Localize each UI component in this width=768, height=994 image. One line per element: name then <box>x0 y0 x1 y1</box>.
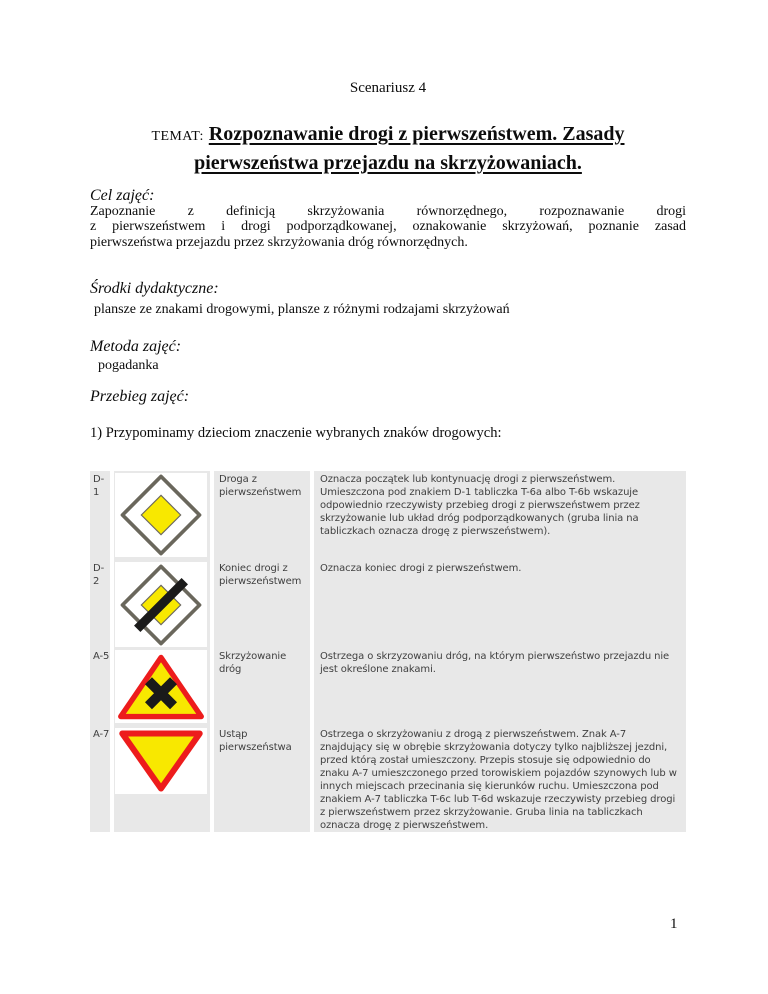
metoda-body-text: pogadanka <box>98 358 159 374</box>
sign-description: Ostrzega o skrzyżowaniu z drogą z pierwszeństwem. Znak A-7 znajdujący się w obrębie skrzyżowania dotyczy tylko najbliższej jezdni, przed którą został umieszczony. Przepis stosuje się odpowiednio do znaku A-7 umieszczonego przed torowiskiem pojazdów szynowych lub w innych miejscach przecinania się kierunków ruchu. Umieszczona pod znakiem A-7 tabliczka T-6c lub T-6d wskazuje rzeczywisty przebieg drogi z pierwszeństwem przez skrzyżowanie. Gruba linia na tabliczkach oznacza drogę z pierwszeństwem. <box>314 726 686 832</box>
sign-name: Droga z pierwszeństwem <box>214 471 310 560</box>
topic-heading <box>90 121 686 176</box>
section-label-metoda: Metoda zajęć: <box>90 338 182 356</box>
page-content <box>90 0 686 832</box>
sign-name: Ustąp pierwszeństwa <box>214 726 310 832</box>
srodki-body-text: plansze ze znakami drogowymi, plansze z różnymi rodzajami skrzyżowań <box>94 302 510 318</box>
page-title: Scenariusz 4 <box>349 80 427 96</box>
road-with-priority-sign-icon <box>115 473 207 557</box>
sign-image-cell <box>114 648 210 726</box>
sign-code: A-7 <box>90 726 110 832</box>
sign-image-cell <box>114 471 210 560</box>
sign-description: Ostrzega o skrzyzowaniu dróg, na którym pierwszeństwo przejazdu nie jest określone znakami. <box>314 648 686 726</box>
section-label-przebieg: Przebieg zajęć: <box>90 388 190 406</box>
paragraph-line: z pierwszeństwem i drogi podporządkowanej, oznakowanie skrzyżowań, poznanie zasad <box>90 219 686 235</box>
sign-description: Oznacza początek lub kontynuację drogi z pierwszeństwem. Umieszczona pod znakiem D-1 tabliczka T-6a albo T-6b wskazuje odpowiednio rzeczywisty przebieg drogi z pierwszeństwem przez skrzyżowanie lub układ dróg podporządkowanych (gruba linia na tabliczkach oznacza drogę z pierwszeństwem). <box>314 471 686 560</box>
sign-code: D-2 <box>90 560 110 648</box>
list-item-1-intro: 1) Przypominamy dzieciom znaczenie wybranych znaków drogowych: <box>90 425 502 442</box>
paragraph-line: Zapoznanie z definicją skrzyżowania równorzędnego, rozpoznawanie drogi <box>90 204 686 219</box>
page-number: 1 <box>670 916 678 932</box>
cel-zajec-paragraph <box>90 204 686 250</box>
end-of-priority-road-sign-icon <box>115 562 207 647</box>
topic-label: TEMAT: <box>151 129 204 144</box>
sign-image-cell <box>114 560 210 648</box>
sign-description: Oznacza koniec drogi z pierwszeństwem. <box>314 560 686 648</box>
road-signs-table <box>90 471 686 832</box>
sign-name: Koniec drogi z pierwszeństwem <box>214 560 310 648</box>
sign-image-cell <box>114 726 210 832</box>
paragraph-line: pierwszeństwa przejazdu przez skrzyżowania dróg równorzędnych. <box>90 234 468 250</box>
sign-code: D-1 <box>90 471 110 560</box>
topic-heading-line1: Rozpoznawanie drogi z pierwszeństwem. Zasady <box>208 123 625 145</box>
sign-name: Skrzyżowanie dróg <box>214 648 310 726</box>
section-label-cel-zajec: Cel zajęć: <box>90 187 155 204</box>
sign-code: A-5 <box>90 648 110 726</box>
crossroads-warning-sign-icon <box>115 650 207 723</box>
give-way-sign-icon <box>115 728 207 794</box>
topic-heading-line2: pierwszeństwa przejazdu na skrzyżowaniach. <box>194 152 582 174</box>
section-label-srodki: Środki dydaktyczne: <box>90 280 219 298</box>
